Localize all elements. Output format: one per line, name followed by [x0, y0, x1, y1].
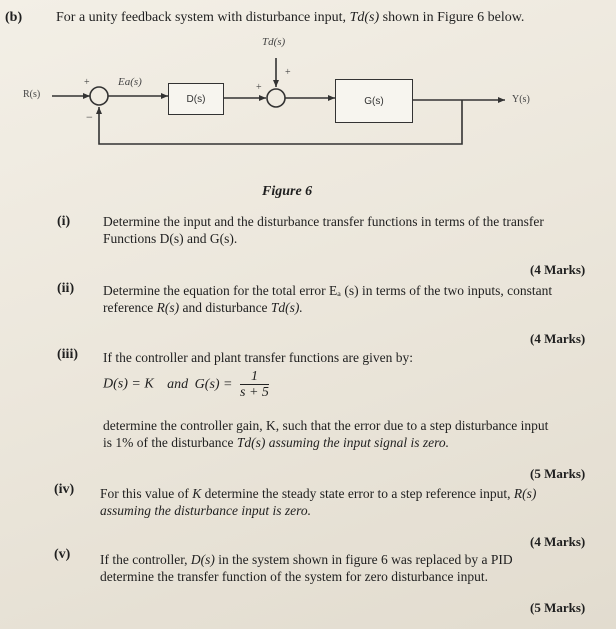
question-2-line-2-c: and disturbance — [179, 300, 271, 315]
fraction-denominator: s + 5 — [240, 385, 269, 400]
problem-statement-prefix: For a unity feedback system with disturbance input, — [56, 10, 350, 25]
equation-controller: D(s) = K — [103, 376, 154, 392]
question-5-controller-symbol: D(s) — [190, 552, 215, 567]
question-3-line-3 — [103, 435, 449, 451]
controller-block: D(s) — [168, 83, 224, 115]
question-2-number: (ii) — [57, 281, 75, 296]
part-label: (b) — [5, 10, 23, 25]
equation-fraction — [240, 369, 269, 400]
summing-junction-2 — [267, 89, 285, 107]
question-4-line-2: assuming the disturbance input is zero. — [100, 503, 311, 518]
sum1-plus-sign: + — [84, 77, 90, 88]
question-2-line-2 — [103, 300, 303, 316]
sum1-minus-sign: − — [86, 110, 93, 124]
problem-statement-symbol: Td(s) — [349, 10, 380, 25]
question-2-reference-symbol: R(s) — [156, 300, 180, 315]
question-2-line-1: Determine the equation for the total error Eₐ (s) in terms of the two inputs, constant — [103, 283, 553, 298]
question-4-number: (iv) — [54, 482, 75, 497]
question-5-line-1-c: in the system shown in figure 6 was replaced by a PID — [214, 552, 513, 567]
question-3-line-1: If the controller and plant transfer functions are given by: — [103, 350, 414, 365]
question-4-line-1 — [100, 486, 536, 502]
question-5-number: (v) — [54, 547, 71, 562]
question-3-line-3-b: Td(s) assuming the input signal is zero. — [236, 435, 449, 450]
question-1-line-2: Functions D(s) and G(s). — [103, 231, 238, 246]
question-3-marks: (5 Marks) — [530, 466, 586, 481]
question-4-line-1-a: For this value of — [100, 486, 193, 501]
question-1-marks: (4 Marks) — [530, 262, 586, 277]
question-5-marks: (5 Marks) — [530, 600, 586, 615]
question-1-number: (i) — [57, 214, 71, 229]
sum2-plus-top-sign: + — [285, 67, 291, 78]
sum2-plus-left-sign: + — [256, 82, 262, 93]
disturbance-label: Td(s) — [262, 36, 286, 48]
plant-block: G(s) — [335, 79, 413, 123]
question-2-disturbance-symbol: Td(s). — [270, 300, 303, 315]
question-3-number: (iii) — [57, 347, 78, 362]
error-label: Ea(s) — [118, 76, 142, 88]
input-label: R(s) — [23, 89, 41, 100]
fraction-numerator: 1 — [250, 369, 258, 384]
summing-junction-1 — [90, 87, 108, 105]
question-5-line-1 — [100, 552, 513, 568]
question-4-reference-symbol: R(s) — [513, 486, 537, 501]
figure-caption: Figure 6 — [262, 184, 313, 199]
question-5-line-2: determine the transfer function of the system for zero disturbance input. — [100, 569, 488, 584]
question-5-line-1-a: If the controller, — [100, 552, 191, 567]
question-3-equation — [103, 369, 269, 400]
equation-plant: G(s) = — [194, 376, 233, 392]
question-3-line-3-a: is 1% of the disturbance — [103, 435, 237, 450]
question-1-line-1: Determine the input and the disturbance transfer functions in terms of the transfer — [103, 214, 544, 229]
question-4-line-1-c: determine the steady state error to a step reference input, — [201, 486, 514, 501]
question-2-line-2-a: reference — [103, 300, 157, 315]
problem-statement-suffix: shown in Figure 6 below. — [379, 10, 525, 25]
question-3-line-2: determine the controller gain, K, such that the error due to a step disturbance input — [103, 418, 549, 433]
question-4-marks: (4 Marks) — [530, 534, 586, 549]
question-2-marks: (4 Marks) — [530, 331, 586, 346]
question-4-gain-symbol: K — [192, 486, 202, 501]
output-label: Y(s) — [512, 94, 530, 105]
equation-and: and — [167, 376, 189, 392]
